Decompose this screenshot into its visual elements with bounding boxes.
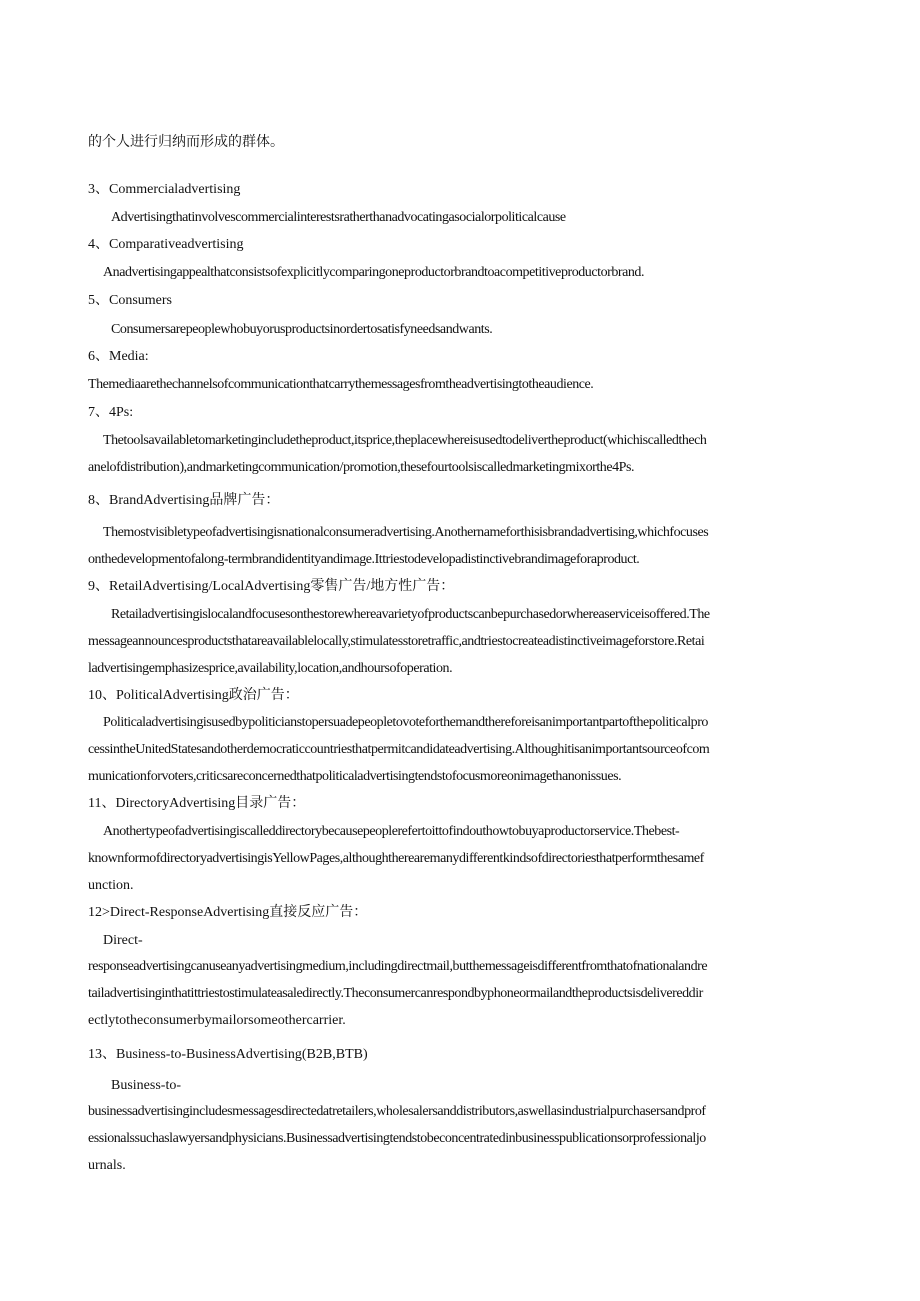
text-line: urnals. bbox=[88, 1158, 126, 1173]
text-line: Business-to- bbox=[111, 1078, 181, 1093]
text-line: essionalssuchaslawyersandphysicians.Businessadvertisingtendstobeconcentratedinbusinesspublicationsorprofessionaljo bbox=[88, 1131, 706, 1146]
text-line: ladvertisingemphasizesprice,availability,location,andhoursofoperation. bbox=[88, 661, 453, 676]
text-line: Retailadvertisingislocalandfocusesonthestorewhereavarietyofproductscanbepurchasedorwhereaserviceisoffered.The bbox=[111, 607, 710, 622]
section-heading-5: 5、Consumers bbox=[88, 293, 172, 308]
section-heading-6: 6、Media: bbox=[88, 349, 149, 364]
text-line: tailadvertisinginthatittriestostimulateasaledirectly.Theconsumercanrespondbyphoneormailandtheproductsisdelivereddir bbox=[88, 986, 703, 1001]
text-line: cessintheUnitedStatesandotherdemocraticcountriesthatpermitcandidateadvertising.Althoughitisanimportantsourceofcom bbox=[88, 742, 710, 757]
section-heading-3: 3、Commercialadvertising bbox=[88, 182, 241, 197]
section-heading-12: 12>Direct-ResponseAdvertising直接反应广告： bbox=[88, 905, 368, 920]
text-line: knownformofdirectoryadvertisingisYellowPages,althoughtherearemanydifferentkindsofdirectoriesthatperformthesamef bbox=[88, 851, 704, 866]
text-line: Themediaarethechannelsofcommunicationthatcarrythemessagesfromtheadvertisingtotheaudience. bbox=[88, 377, 594, 392]
text-line: Anothertypeofadvertisingiscalleddirectorybecausepeoplerefertoittofindouthowtobuyaproductorservice.Thebest- bbox=[103, 824, 680, 839]
section-heading-4: 4、Comparativeadvertising bbox=[88, 237, 244, 252]
text-line: Consumersarepeoplewhobuyorusproductsinordertosatisfyneedsandwants. bbox=[111, 322, 493, 337]
text-line: Themostvisibletypeofadvertisingisnationalconsumeradvertising.Anothernameforthisisbrandadvertising,whichfocuses bbox=[103, 525, 709, 540]
text-line: Politicaladvertisingisusedbypoliticianstopersuadepeopletovoteforthemandthereforeisanimportantpartofthepoliticalpro bbox=[103, 715, 708, 730]
text-line: Advertisingthatinvolvescommercialinterestsratherthanadvocatingasocialorpoliticalcause bbox=[111, 210, 566, 225]
text-line: unction. bbox=[88, 878, 134, 893]
section-heading-9: 9、RetailAdvertising/LocalAdvertising零售广告/地方性广告： bbox=[88, 579, 455, 594]
section-heading-11: 11、DirectoryAdvertising目录广告： bbox=[88, 796, 306, 811]
section-heading-8: 8、BrandAdvertising品牌广告： bbox=[88, 493, 280, 508]
text-line: responseadvertisingcanuseanyadvertisingmedium,includingdirectmail,butthemessageisdifferentfromthatofnationalandre bbox=[88, 959, 708, 974]
text-line: Anadvertisingappealthatconsistsofexplicitlycomparingoneproductorbrandtoacompetitiveproductorbrand. bbox=[103, 265, 645, 280]
text-line: messageannouncesproductsthatareavailablelocally,stimulatesstoretraffic,andtriestocreateadistinctiveimageforstore.Retai bbox=[88, 634, 705, 649]
text-line: ectlytotheconsumerbymailorsomeothercarrier. bbox=[88, 1013, 346, 1028]
text-line: onthedevelopmentofalong-termbrandidentityandimage.Ittriestodevelopadistinctivebrandimageforaproduct. bbox=[88, 552, 640, 567]
text-line: Direct- bbox=[103, 933, 143, 948]
section-heading-7: 7、4Ps: bbox=[88, 405, 134, 420]
section-heading-13: 13、Business-to-BusinessAdvertising(B2B,BTB) bbox=[88, 1047, 368, 1062]
section-heading-10: 10、PoliticalAdvertising政治广告： bbox=[88, 688, 299, 703]
text-line: anelofdistribution),andmarketingcommunication/promotion,thesefourtoolsiscalledmarketingmixorthe4Ps. bbox=[88, 460, 635, 475]
text-line: businessadvertisingincludesmessagesdirectedatretailers,wholesalersanddistributors,aswellasindustrialpurchasersandprof bbox=[88, 1104, 706, 1119]
text-line: municationforvoters,criticsareconcernedthatpoliticaladvertisingtendstofocusmoreonimagethanonissues. bbox=[88, 769, 622, 784]
text-line: 的个人进行归纳而形成的群体。 bbox=[88, 135, 284, 150]
text-line: Thetoolsavailabletomarketingincludetheproduct,itsprice,theplacewhereisusedtodelivertheproduct(whichiscalledthech bbox=[103, 433, 707, 448]
